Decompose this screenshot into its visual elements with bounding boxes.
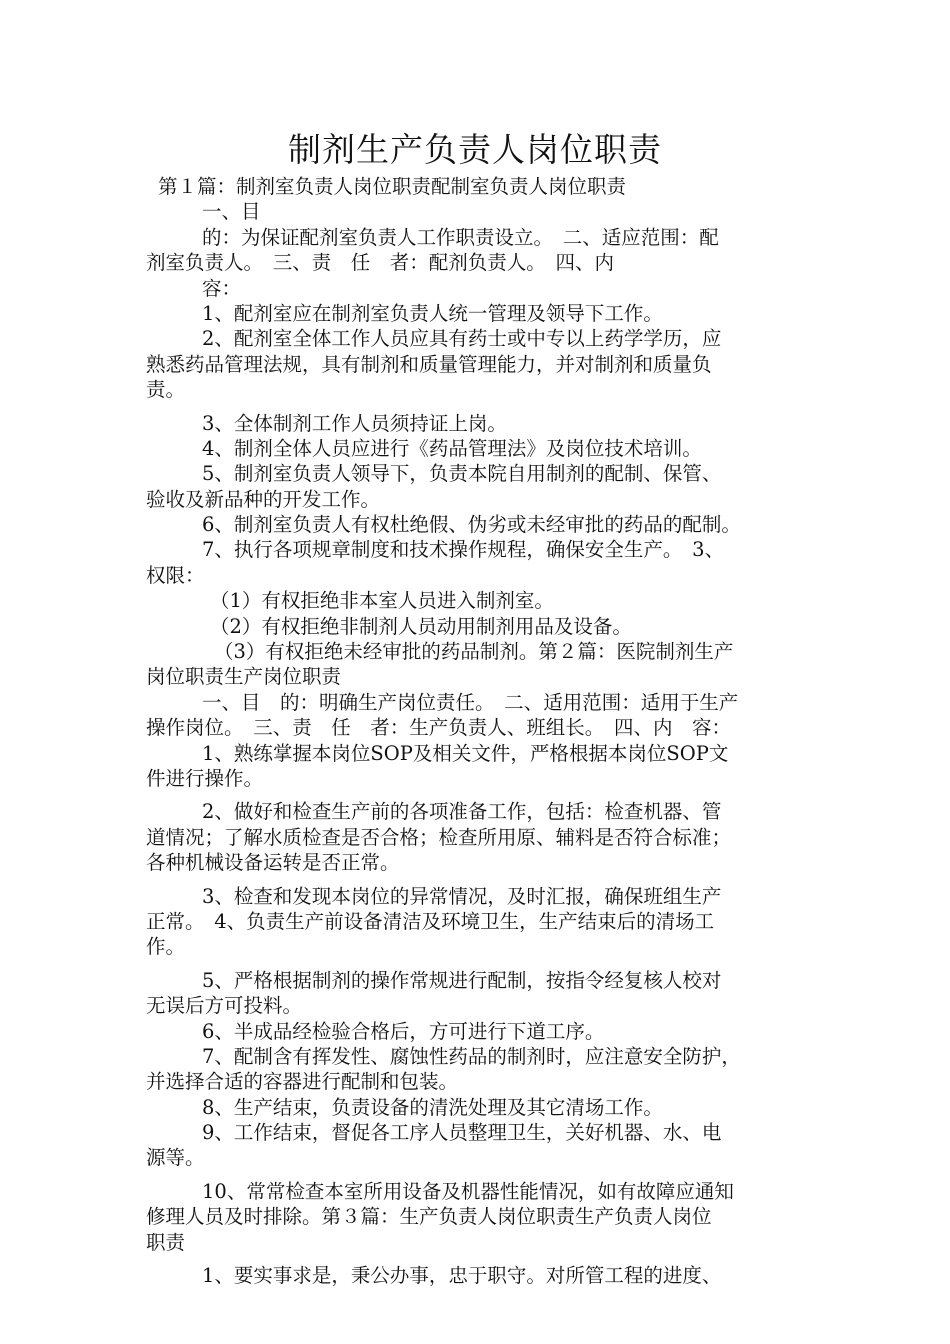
- text-line: 8、生产结束，负责设备的清洗处理及其它清场工作。: [202, 1095, 663, 1119]
- paragraph-gap: [146, 876, 822, 884]
- text-line: 权限：: [146, 563, 205, 587]
- paragraph-gap: [146, 1171, 822, 1179]
- text-line: 剂室负责人。 三、责 任 者：配剂负责人。 四、内: [146, 251, 615, 275]
- paragraph-gap: [146, 960, 822, 968]
- text-line: 7、执行各项规章制度和技术操作规程，确保安全生产。 3、: [202, 538, 725, 562]
- text-line: 作。: [146, 935, 186, 959]
- text-line: 第１篇：制剂室负责人岗位职责配制室负责人岗位职责: [158, 175, 627, 198]
- text-line: 源等。: [146, 1146, 205, 1170]
- text-line: （3）有权拒绝未经审批的药品制剂。第２篇：医院制剂生产: [214, 640, 734, 664]
- text-line: 6、半成品经检验合格后，方可进行下道工序。: [202, 1019, 605, 1043]
- text-line: 责。: [146, 378, 186, 402]
- text-line: 验收及新品种的开发工作。: [146, 487, 381, 511]
- document-title: 制剂生产负责人岗位职责: [288, 130, 662, 169]
- paragraph-gap: [146, 1255, 822, 1263]
- text-line: 岗位职责生产岗位职责: [146, 665, 342, 689]
- text-line: 10、常常检查本室所用设备及机器性能情况，如有故障应通知: [202, 1179, 734, 1203]
- text-line: 容：: [202, 276, 242, 300]
- text-line: 道情况；了解水质检查是否合格；检查所用原、辅料是否符合标准；: [146, 825, 732, 849]
- text-line: 操作岗位。 三、责 任 者：生产负责人、班组长。 四、内 容：: [146, 716, 732, 740]
- text-line: 9、工作结束，督促各工序人员整理卫生，关好机器、水、电: [202, 1121, 722, 1145]
- text-line: 4、制剂全体人员应进行《药品管理法》及岗位技术培训。: [202, 436, 702, 460]
- text-line: 正常。 4、负责生产前设备清洁及环境卫生，生产结束后的清场工: [146, 909, 715, 933]
- text-line: 5、制剂室负责人领导下，负责本院自用制剂的配制、保管、: [202, 462, 722, 486]
- text-line: 职责: [146, 1230, 186, 1254]
- text-line: 并选择合适的容器进行配制和包装。: [146, 1070, 459, 1094]
- text-line: 件进行操作。: [146, 766, 264, 790]
- text-line: 熟悉药品管理法规，具有制剂和质量管理能力，并对制剂和质量负: [146, 352, 712, 376]
- text-line: 1、熟练掌握本岗位SOP及相关文件，严格根据本岗位SOP文: [202, 741, 729, 765]
- text-line: 1、配剂室应在制剂室负责人统一管理及领导下工作。: [202, 301, 663, 325]
- text-line: 修理人员及时排除。第３篇：生产负责人岗位职责生产负责人岗位: [146, 1205, 712, 1229]
- text-line: 2、配剂室全体工作人员应具有药士或中专以上药学学历，应: [202, 327, 722, 351]
- text-line: 一、目 的：明确生产岗位责任。 二、适用范围：适用于生产: [202, 690, 739, 714]
- text-line: 无误后方可投料。: [146, 994, 303, 1018]
- text-line: 3、检查和发现本岗位的异常情况，及时汇报，确保班组生产: [202, 884, 722, 908]
- text-line: 一、目: [202, 200, 261, 224]
- text-line: 7、配制含有挥发性、腐蚀性药品的制剂时，应注意安全防护，: [202, 1044, 741, 1068]
- paragraph-gap: [146, 403, 822, 411]
- text-line: 6、制剂室负责人有权杜绝假、伪劣或未经审批的药品的配制。: [202, 513, 741, 537]
- text-line: （2）有权拒绝非制剂人员动用制剂用品及设备。: [210, 614, 632, 638]
- text-line: 5、严格根据制剂的操作常规进行配制，按指令经复核人校对: [202, 968, 722, 992]
- text-line: 的：为保证配剂室负责人工作职责设立。 二、适应范围：配: [202, 225, 719, 249]
- text-line: 2、做好和检查生产前的各项准备工作，包括：检查机器、管: [202, 800, 722, 824]
- text-line: 3、全体制剂工作人员须持证上岗。: [202, 411, 507, 435]
- paragraph-gap: [146, 791, 822, 799]
- text-line: 1、要实事求是，秉公办事，忠于职守。对所管工程的进度、: [202, 1264, 722, 1288]
- text-line: （1）有权拒绝非本室人员进入制剂室。: [210, 589, 554, 613]
- document-body: [146, 174, 822, 1288]
- text-line: 各种机械设备运转是否正常。: [146, 851, 400, 875]
